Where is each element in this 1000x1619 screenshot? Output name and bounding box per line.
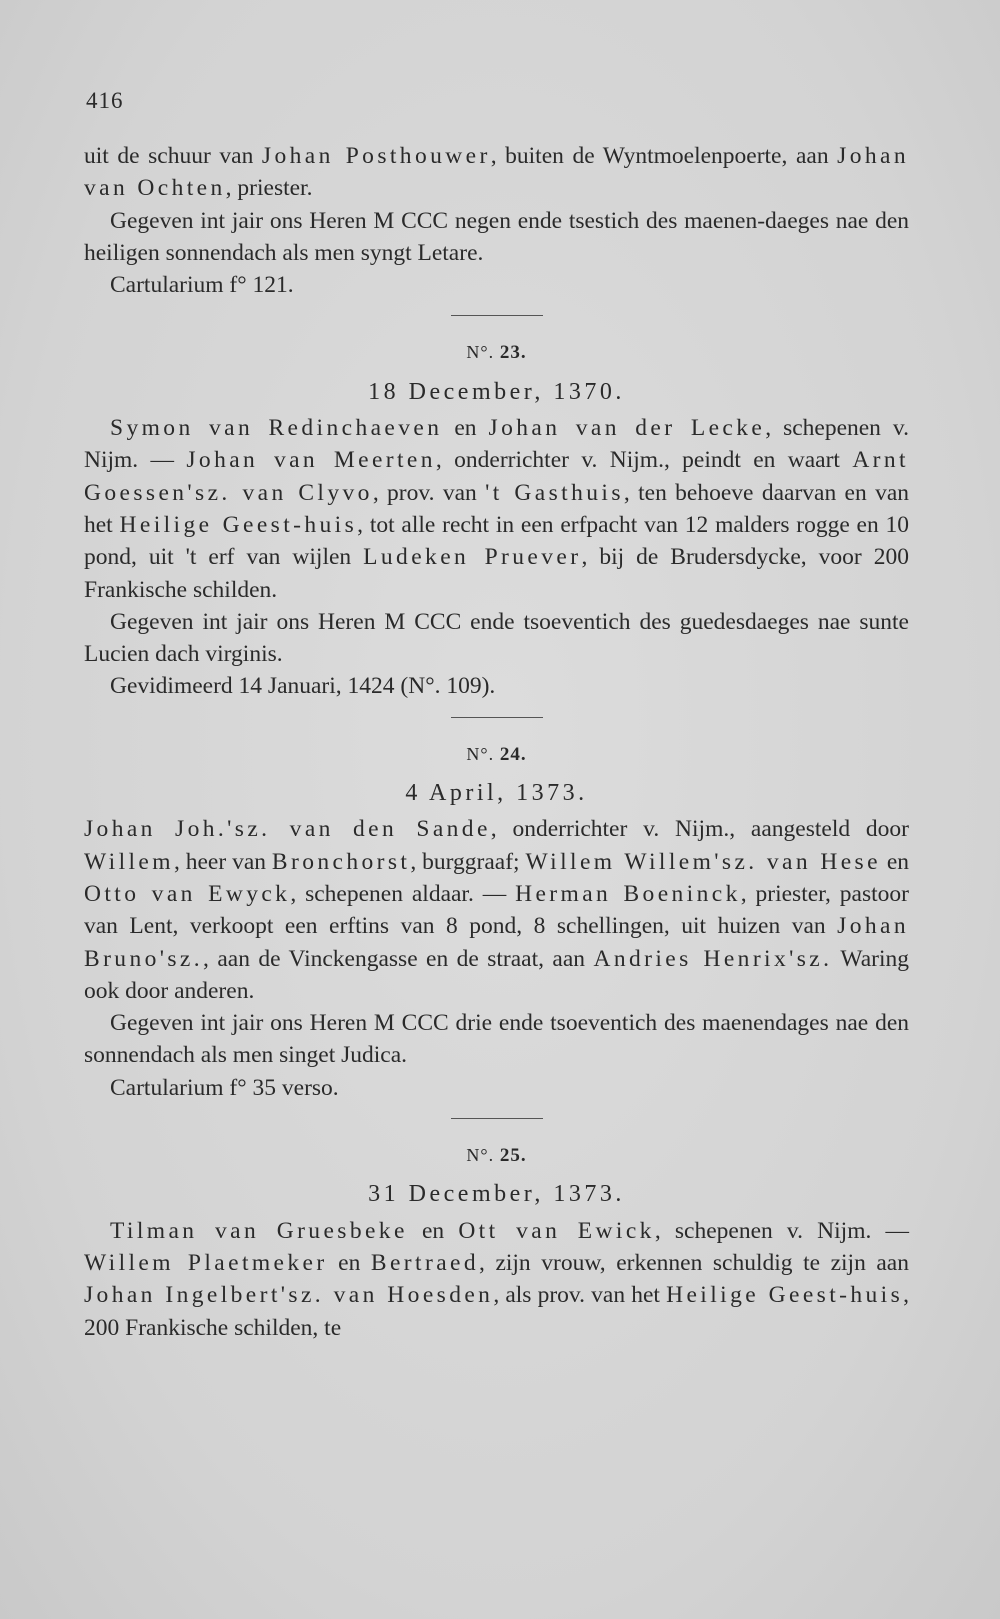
summary-text: , 200 Frankische schilden, te xyxy=(84,1282,910,1341)
intro-text: uit de schuur van xyxy=(84,143,262,169)
summary-text: , bij de Brudersdycke, voor 200 Frankische schilden. xyxy=(84,544,909,603)
given-clause: Gegeven int jair ons Heren M CCC negen ende tsestich des maenen-daeges nae den heiligen sonnendach als men syngt Letare. xyxy=(84,207,909,266)
entry-number-value: 24. xyxy=(499,743,527,765)
intro-paragraph xyxy=(84,140,909,205)
entry-number xyxy=(84,1139,909,1172)
person-name: Willem Plaetmeker xyxy=(84,1249,328,1276)
intro-text: aan xyxy=(795,143,838,169)
entry-number-label: N°. xyxy=(466,1145,495,1166)
person-name: Johan van der Lecke xyxy=(488,415,766,442)
person-name: Bertraed xyxy=(370,1249,480,1276)
intro-text: , priester. xyxy=(225,175,313,202)
entry-number-value: 23. xyxy=(499,342,527,364)
summary-text: , schepenen aldaar. — xyxy=(290,880,516,907)
person-name: Johan van Meerten xyxy=(186,447,436,474)
summary-text: Waring ook door anderen. xyxy=(84,945,909,1004)
entry-number-label: N°. xyxy=(466,743,495,764)
entry-number xyxy=(84,336,909,369)
summary-text: en xyxy=(442,415,489,442)
summary-text: , prov. van xyxy=(372,479,486,506)
source-note: Cartularium f° 121. xyxy=(110,272,294,299)
intro-text: , buiten de Wyntmoelenpoerte, xyxy=(490,143,788,169)
source-note: Cartularium f° 35 verso. xyxy=(110,1074,339,1101)
institution-name: 't Gasthuis xyxy=(485,479,624,506)
person-name: Ott van Ewick xyxy=(458,1217,655,1244)
entry-summary xyxy=(84,813,909,1007)
person-name: Johan Ingelbert'sz. van Hoesden xyxy=(84,1282,494,1309)
document-body xyxy=(84,140,909,1344)
person-name: Herman Boeninck xyxy=(515,880,741,907)
place-name: Bronchorst xyxy=(271,848,411,875)
summary-text: , tot alle recht in een erfpacht van 12 malders rogge en 10 pond, uit 't erf van wijlen xyxy=(84,511,910,571)
summary-text: , onderrichter v. Nijm., aangesteld door xyxy=(490,816,909,843)
person-name: Johan Bruno'sz. xyxy=(84,913,909,972)
person-name: Andries Henrix'sz. xyxy=(593,945,833,972)
summary-text: en xyxy=(880,848,909,875)
person-name: Johan van Ochten xyxy=(84,143,909,202)
summary-text: , priester, pastoor van Lent, verkoopt een erftins van 8 pond, 8 schellingen, uit huizen van xyxy=(84,880,909,940)
vidimus-note: Gevidimeerd 14 Januari, 1424 (N°. 109). xyxy=(110,673,496,700)
summary-text: , als prov. van het xyxy=(493,1282,667,1309)
summary-text: , aan de Vinckengasse en de straat, aan xyxy=(203,945,594,972)
institution-name: Heilige Geest-huis xyxy=(666,1282,904,1309)
section-divider xyxy=(451,717,543,718)
summary-text: , schepenen v. Nijm. — xyxy=(654,1217,910,1244)
summary-text: , ten behoeve daarvan en van het xyxy=(84,479,910,538)
summary-text: en xyxy=(407,1217,459,1244)
entry-number-value: 25. xyxy=(499,1145,527,1167)
person-name: Arnt Goessen'sz. van Clyvo xyxy=(84,447,909,506)
person-name: Johan Joh.'sz. van den Sande xyxy=(84,816,491,843)
section-divider xyxy=(451,315,543,316)
page-number: 416 xyxy=(86,88,124,113)
person-name: Willem xyxy=(84,848,174,875)
entry-date: 18 December, 1370. xyxy=(368,378,625,405)
entry-number xyxy=(84,738,909,771)
entry-summary xyxy=(84,412,909,606)
entry-date: 4 April, 1373. xyxy=(405,780,588,807)
summary-text: en xyxy=(327,1249,371,1276)
person-name: Symon van Redinchaeven xyxy=(110,415,443,442)
summary-text: , heer van xyxy=(173,848,272,875)
entry-summary xyxy=(84,1215,909,1344)
person-name: Johan Posthouwer xyxy=(261,143,491,169)
entry-number-label: N°. xyxy=(466,342,495,363)
institution-name: Heilige Geest-huis xyxy=(119,511,358,538)
person-name: Willem Willem'sz. van Hese xyxy=(525,848,881,875)
given-clause: Gegeven int jair ons Heren M CCC drie ende tsoeventich des maenendages nae den sonnendach als men singet Judica. xyxy=(84,1010,909,1069)
given-clause: Gegeven int jair ons Heren M CCC ende tsoeventich des guedesdaeges nae sunte Lucien dach virginis. xyxy=(84,608,909,668)
person-name: Otto van Ewyck xyxy=(84,880,291,907)
section-divider xyxy=(451,1118,543,1119)
summary-text: , schepenen v. Nijm. — xyxy=(84,415,910,474)
summary-text: , burggraaf; xyxy=(410,848,526,875)
entry-date: 31 December, 1373. xyxy=(368,1181,625,1208)
summary-text: , onderrichter v. Nijm., peindt en waart xyxy=(435,447,853,474)
summary-text: , zijn vrouw, erkennen schuldig te zijn aan xyxy=(479,1249,909,1276)
person-name: Tilman van Gruesbeke xyxy=(110,1217,408,1244)
person-name: Ludeken Pruever xyxy=(363,544,582,571)
